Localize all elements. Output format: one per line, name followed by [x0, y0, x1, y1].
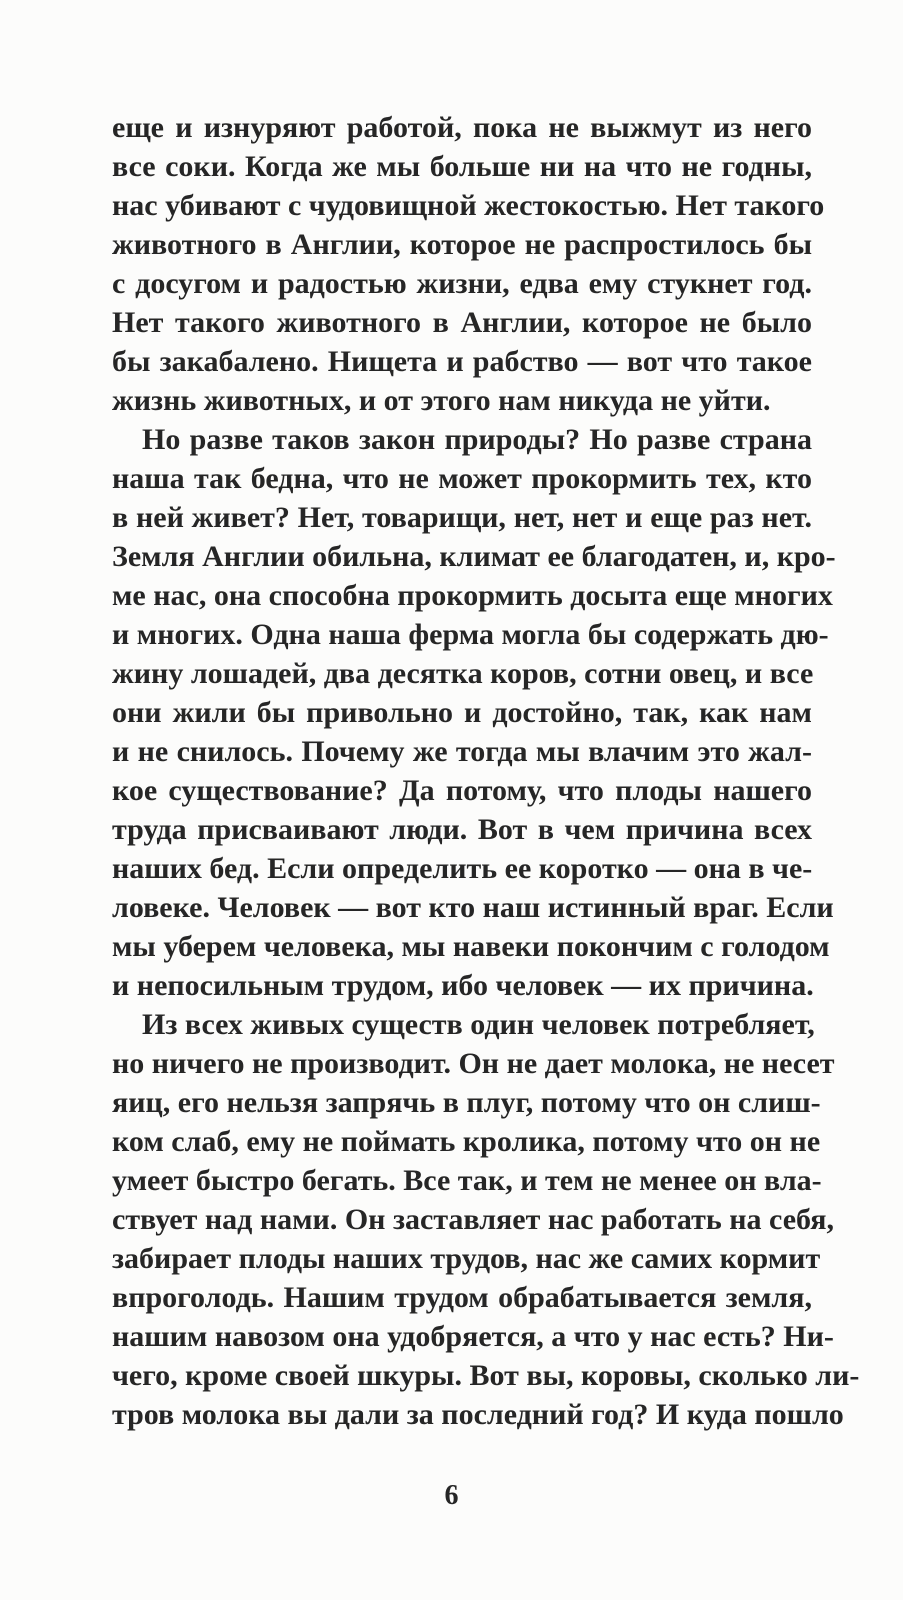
text-line: еще и изнуряют работой, пока не выжмут из него [112, 111, 812, 144]
text-line: Земля Англии обильна, климат ее благодатен, и, кро- [112, 540, 836, 573]
text-line: ме нас, она способна прокормить досыта еще многих [112, 579, 833, 612]
text-line: яиц, его нельзя запрячь в плуг, потому что он слиш- [112, 1086, 821, 1119]
text-line: мы уберем человека, мы навеки покончим с голодом [112, 930, 830, 963]
text-line: труда присваивают люди. Вот в чем причина всех [112, 813, 812, 846]
text-line: жину лошадей, два десятка коров, сотни овец, и все [112, 657, 814, 690]
text-line: чего, кроме своей шкуры. Вот вы, коровы, сколько ли- [112, 1359, 860, 1392]
text-line: тров молока вы дали за последний год? И куда пошло [112, 1398, 844, 1431]
text-line: кое существование? Да потому, что плоды нашего [112, 774, 812, 807]
text-line: с досугом и радостью жизни, едва ему стукнет год. [112, 267, 812, 300]
text-line: в ней живет? Нет, товарищи, нет, нет и еще раз нет. [112, 501, 812, 534]
text-line: наша так бедна, что не может прокормить тех, кто [112, 462, 812, 495]
text-line: ловеке. Человек — вот кто наш истинный враг. Если [112, 891, 834, 924]
text-line: умеет быстро бегать. Все так, и тем не менее он вла- [112, 1164, 822, 1197]
text-line: наших бед. Если определить ее коротко — она в че- [112, 852, 813, 885]
text-line: жизнь животных, и от этого нам никуда не уйти. [112, 384, 771, 417]
text-line: Из всех живых существ один человек потребляет, [142, 1008, 815, 1041]
text-line: ком слаб, ему не поймать кролика, потому что он не [112, 1125, 821, 1158]
text-line: нашим навозом она удобряется, а что у нас есть? Ни- [112, 1320, 834, 1353]
body-text [112, 108, 860, 1434]
text-line: ствует над нами. Он заставляет нас работать на себя, [112, 1203, 835, 1236]
text-line: Нет такого животного в Англии, которое не было [112, 306, 812, 339]
text-line: забирает плоды наших трудов, нас же самих кормит [112, 1242, 821, 1275]
text-line: все соки. Когда же мы больше ни на что не годны, [112, 150, 812, 183]
page-number: 6 [444, 1480, 459, 1511]
text-line: они жили бы привольно и достойно, так, как нам [112, 696, 812, 729]
text-line: но ничего не производит. Он не дает молока, не несет [112, 1047, 835, 1080]
text-line: бы закабалено. Нищета и рабство — вот что такое [112, 345, 812, 378]
text-line: впроголодь. Нашим трудом обрабатывается земля, [112, 1281, 812, 1314]
text-line: нас убивают с чудовищной жестокостью. Нет такого [112, 189, 825, 222]
text-line: и непосильным трудом, ибо человек — их причина. [112, 969, 814, 1002]
text-line: и не снилось. Почему же тогда мы влачим это жал- [112, 735, 812, 768]
text-line: животного в Англии, которое не распростилось бы [112, 228, 812, 261]
text-line: Но разве таков закон природы? Но разве страна [142, 423, 812, 456]
text-line: и многих. Одна наша ферма могла бы содержать дю- [112, 618, 829, 651]
